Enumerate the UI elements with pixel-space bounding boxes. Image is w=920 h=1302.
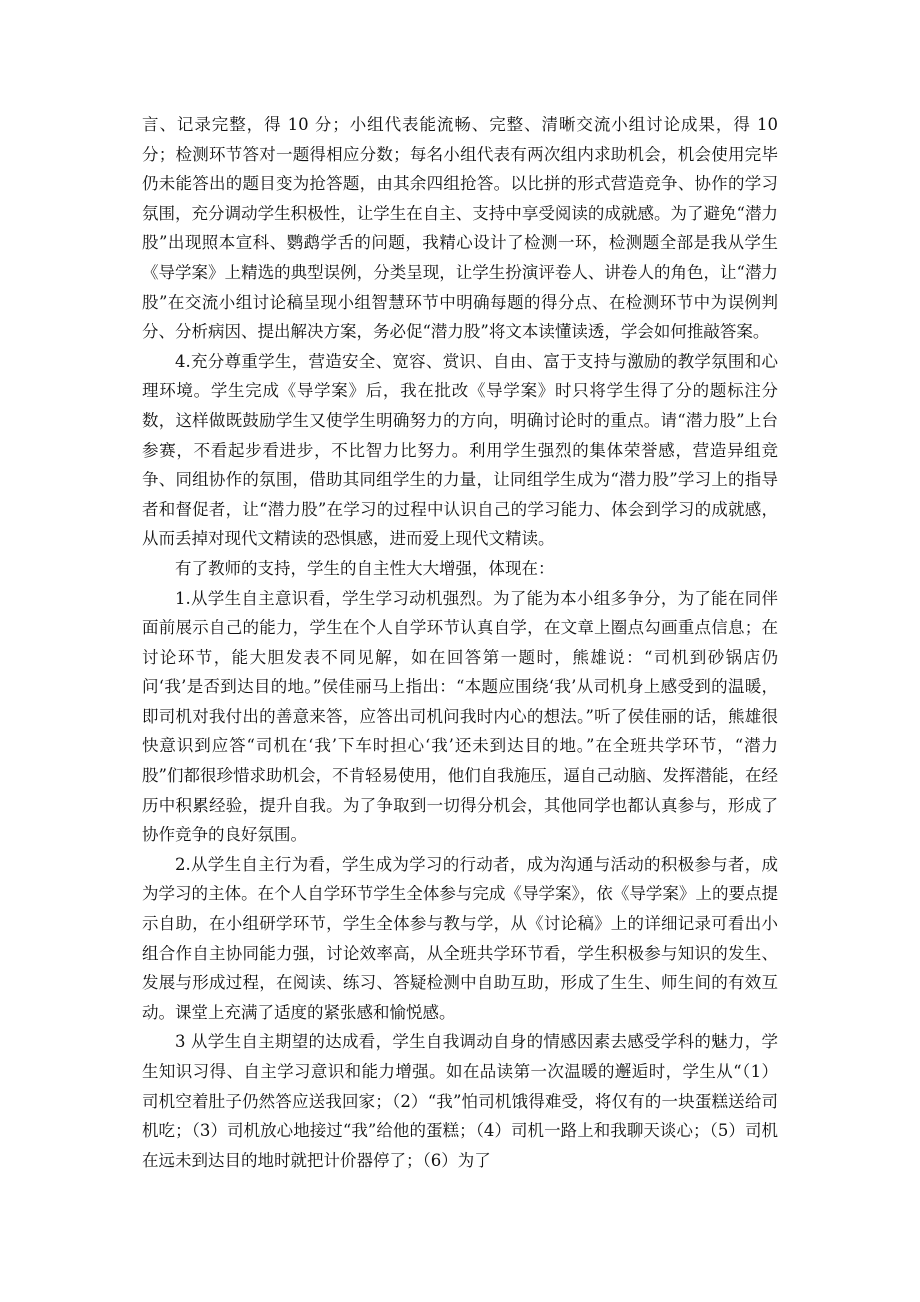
paragraph-point-2-autonomy-behavior: 2.从学生自主行为看，学生成为学习的行动者，成为沟通与活动的积极参与者，成为学习的主体。在个人自学环节学生全体参与完成《导学案》，依《导学案》上的要点提示自助，在小组研学环节，学生全体参与教与学，从《讨论稿》上的详细记录可看出小组合作自主协同能力强，讨论效率高，从全班共学环节看，学生积极参与知识的发生、发展与形成过程，在阅读、练习、答疑检测中自助互助，形成了生生、师生间的有效互动。课堂上充满了适度的紧张感和愉悦感。 bbox=[142, 854, 778, 1022]
paragraph-point-1-autonomy-awareness: 1.从学生自主意识看，学生学习动机强烈。为了能为本小组多争分，为了能在同伴面前展示自己的能力，学生在个人自学环节认真自学，在文章上圈点勾画重点信息；在讨论环节，能大胆发表不同见解，如在回答第一题时，熊雄说：“司机到砂锅店仍问‘我’是否到达目的地。”侯佳丽马上指出：“本题应围绕‘我’从司机身上感受到的温暖，即司机对我付出的善意来答，应答出司机问我时内心的想法。”听了侯佳丽的话，熊雄很快意识到应答“司机在‘我’下车时担心‘我’还未到达目的地。”在全班共学环节，“潜力股”们都很珍惜求助机会，不肯轻易使用，他们自我施压，逼自己动脑、发挥潜能，在经历中积累经验，提升自我。为了争取到一切得分机会，其他同学也都认真参与，形成了协作竞争的良好氛围。 bbox=[142, 588, 778, 845]
document-body bbox=[142, 110, 778, 1175]
paragraph-continued-scoring: 言、记录完整，得 10 分；小组代表能流畅、完整、清晰交流小组讨论成果，得 10 分；检测环节答对一题得相应分数；每名小组代表有两次组内求助机会，机会使用完毕仍未能答出的题目变为抢答题，由其余四组抢答。以比拼的形式营造竞争、协作的学习氛围，充分调动学生积极性，让学生在自主、支持中享受阅读的成就感。为了避免“潜力股”出现照本宣科、鹦鹉学舌的问题，我精心设计了检测一环，检测题全部是我从学生《导学案》上精选的典型误例，分类呈现，让学生扮演评卷人、讲卷人的角色，让“潜力股”在交流小组讨论稿呈现小组智慧环节中明确每题的得分点、在检测环节中为误例判分、分析病因、提出解决方案，务必促“潜力股”将文本读懂读透，学会如何推敲答案。 bbox=[142, 115, 778, 342]
paragraph-student-autonomy-intro: 有了教师的支持，学生的自主性大大增强，体现在： bbox=[175, 558, 555, 578]
paragraph-point-3-autonomy-expectation: 3 从学生自主期望的达成看，学生自我调动自身的情感因素去感受学科的魅力，学生知识习得、自主学习意识和能力增强。如在品读第一次温暖的邂逅时，学生从“（1）司机空着肚子仍然答应送我回家；（2）“我”怕司机饿得难受，将仅有的一块蛋糕送给司机吃；（3）司机放心地接过“我”给他的蛋糕；（4）司机一路上和我聊天谈心；（5）司机在远未到达目的地时就把计价器停了；（6）为了 bbox=[142, 1032, 778, 1170]
paragraph-point-4-respect-students: 4.充分尊重学生，营造安全、宽容、赏识、自由、富于支持与激励的教学氛围和心理环境。学生完成《导学案》后，我在批改《导学案》时只将学生得了分的题标注分数，这样做既鼓励学生又使学生明确努力的方向，明确讨论时的重点。请“潜力股”上台参赛，不看起步看进步，不比智力比努力。利用学生强烈的集体荣誉感，营造异组竞争、同组协作的氛围，借助其同组学生的力量，让同组学生成为“潜力股”学习上的指导者和督促者，让“潜力股”在学习的过程中认识自己的学习能力、体会到学习的成就感，从而丢掉对现代文精读的恐惧感，进而爱上现代文精读。 bbox=[142, 351, 778, 549]
